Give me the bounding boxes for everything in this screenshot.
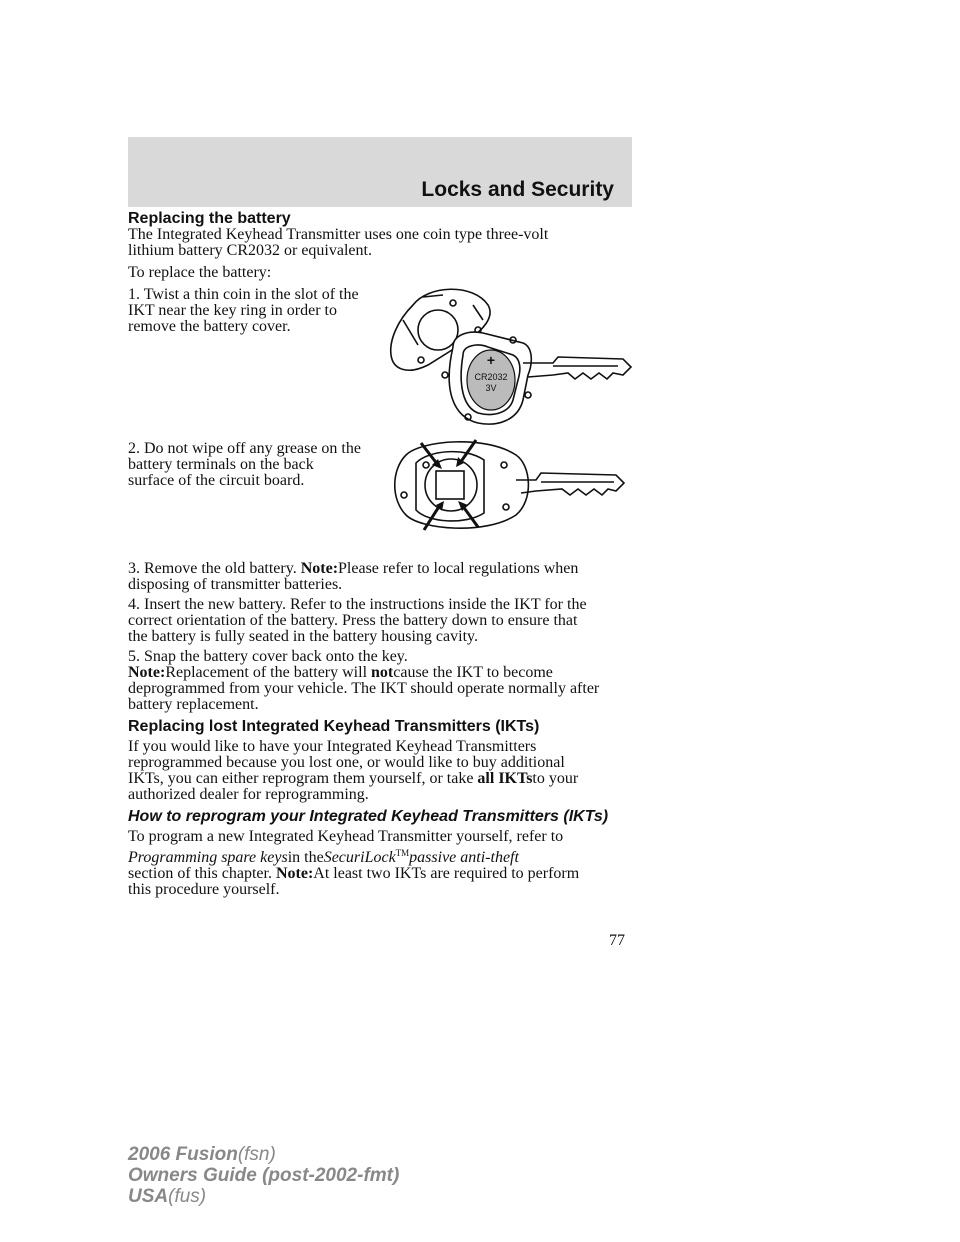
page-header-band	[128, 137, 632, 207]
heading-replacing-lost-ikts: Replacing lost Integrated Keyhead Transmitters (IKTs)	[128, 718, 540, 735]
battery-volts-label: 3V	[485, 383, 497, 393]
key-battery-cover-illustration	[383, 285, 633, 435]
footer-line: Owners Guide (post-2002-fmt)	[128, 1165, 400, 1186]
step-2-block	[128, 441, 632, 561]
footer-line: USA(fus)	[128, 1186, 207, 1207]
intro-line: lithium battery CR2032 or equivalent.	[128, 242, 372, 259]
paragraph-line: reprogrammed because you lost one, or would like to buy additional	[128, 754, 565, 771]
paragraph-line: To program a new Integrated Keyhead Transmitter yourself, refer to	[128, 828, 564, 845]
step-4-line: correct orientation of the battery. Press the battery down to ensure that	[128, 612, 578, 629]
note-line: battery replacement.	[128, 696, 259, 713]
paragraph-line: If you would like to have your Integrated Keyhead Transmitters	[128, 738, 537, 755]
paragraph-line: this procedure yourself.	[128, 881, 280, 898]
step-2-line: surface of the circuit board.	[128, 472, 305, 489]
step-3-line: 3. Remove the old battery. Note:Please refer to local regulations when	[128, 560, 579, 577]
step-4-line: 4. Insert the new battery. Refer to the instructions inside the IKT for the	[128, 596, 587, 613]
intro-line: The Integrated Keyhead Transmitter uses one coin type three-volt	[128, 226, 549, 243]
document-footer	[128, 1144, 399, 1207]
step-1-line: 1. Twist a thin coin in the slot of the	[128, 286, 359, 303]
page-content	[128, 211, 632, 898]
to-replace-text: To replace the battery:	[128, 264, 272, 281]
step-1-line: remove the battery cover.	[128, 318, 291, 335]
step-2-line: battery terminals on the back	[128, 456, 314, 473]
page-number: 77	[609, 932, 625, 949]
battery-model-label: CR2032	[474, 372, 508, 382]
note-line: deprogrammed from your vehicle. The IKT should operate normally after	[128, 680, 600, 697]
paragraph-line: authorized dealer for reprogramming.	[128, 786, 369, 803]
step-4-line: the battery is fully seated in the battery housing cavity.	[128, 628, 478, 645]
paragraph-line: section of this chapter. Note:At least two IKTs are required to perform	[128, 865, 580, 882]
note-line: Note:Replacement of the battery will notcause the IKT to become	[128, 664, 553, 681]
step-3-line: disposing of transmitter batteries.	[128, 576, 343, 593]
paragraph-line: Programming spare keysin theSecuriLock™passive anti-theft	[128, 848, 519, 866]
heading-how-to-reprogram: How to reprogram your Integrated Keyhead Transmitters (IKTs)	[128, 808, 609, 825]
circuit-board-illustration	[386, 435, 636, 535]
battery-plus-label: +	[486, 352, 496, 368]
paragraph-line: IKTs, you can either reprogram them yourself, or take all IKTsto your	[128, 770, 579, 787]
step-1-line: IKT near the key ring in order to	[128, 302, 337, 319]
footer-line: 2006 Fusion(fsn)	[128, 1144, 276, 1165]
step-5-line: 5. Snap the battery cover back onto the key.	[128, 648, 408, 665]
step-1-block	[128, 287, 632, 441]
step-2-line: 2. Do not wipe off any grease on the	[128, 440, 361, 457]
section-title: Locks and Security	[421, 178, 614, 201]
heading-replacing-battery: Replacing the battery	[128, 210, 291, 227]
